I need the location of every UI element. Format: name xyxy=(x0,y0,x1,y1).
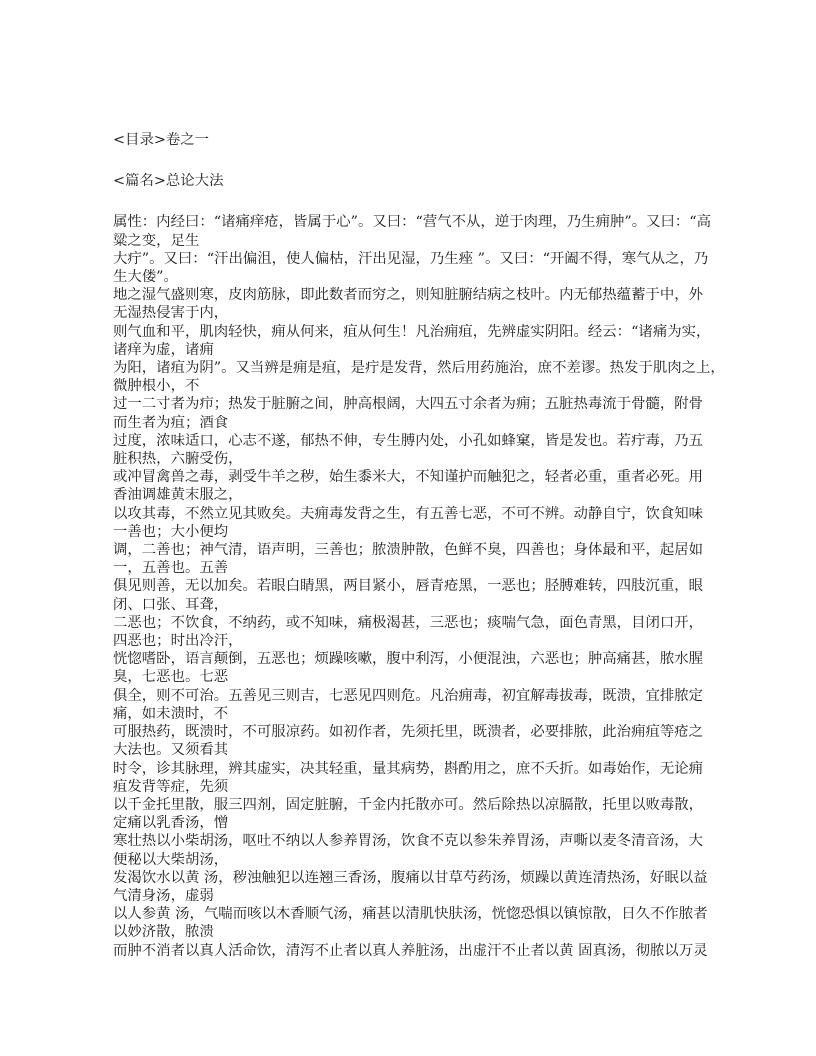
text-line: 以千金托里散，服三四剂，固定脏腑，千金内托散亦可。然后除热以凉膈散，托里以败毒散， xyxy=(113,796,704,813)
text-line: 四恶也；时出冷汗， xyxy=(113,633,243,650)
text-line: 香油调雄黄末服之， xyxy=(113,487,243,504)
text-line: 过一二寸者为疖；热发于脏腑之间，肿高根阔，大四五寸余者为痈；五脏热毒流于骨髓，附骨 xyxy=(113,396,704,413)
text-line: 恍惚嗜卧，语言颠倒，五恶也；烦躁咳嗽，腹中利泻，小便混浊，六恶也；肿高痛甚，脓水腥 xyxy=(113,651,704,668)
text-line: 发渴饮水以黄 汤，秽浊触犯以连翘三香汤，腹痛以甘草芍药汤，烦躁以黄连清热汤，好眠以益 xyxy=(113,869,708,886)
text-line: 寒壮热以小柴胡汤，呕吐不纳以人参养胃汤，饮食不克以参朱养胃汤，声嘶以麦冬清音汤，大 xyxy=(113,833,704,850)
text-line: 气清身汤，虚弱 xyxy=(113,887,214,904)
text-line: 而生者为疽；酒食 xyxy=(113,414,229,431)
text-line: 闭、口张、耳聋， xyxy=(113,596,229,613)
text-line: 以人参黄 汤，气喘而咳以木香顺气汤，痛甚以清肌快肤汤，恍惚恐惧以镇惊散，日久不作脓者 xyxy=(113,906,708,923)
text-line: 诸痒为虚，诸痈 xyxy=(113,341,214,358)
text-line: 为阳，诸疽为阴”。又当辨是痈是疽，是疔是发背，然后用药施治，庶不差谬。热发于肌肉之上， xyxy=(113,360,725,377)
text-line: 以攻其毒，不然立见其败矣。夫痈毒发背之生，有五善七恶，不可不辨。动静自宁，饮食知味 xyxy=(113,505,704,522)
text-line: 一，五善也。五善 xyxy=(113,560,229,577)
text-line: 而肿不消者以真人活命饮，清泻不止者以真人养脏汤，出虚汗不止者以黄 固真汤，彻脓以万灵 xyxy=(113,942,708,959)
text-line: 地之湿气盛则寒，皮肉筋脉，即此数者而穷之，则知脏腑结病之枝叶。内无郁热蕴蓄于中，外 xyxy=(113,287,704,304)
text-line: 俱见则善，无以加矣。若眼白睛黑，两目紧小，唇青疮黑，一恶也；胫膊难转，四肢沉重，眼 xyxy=(113,578,704,595)
text-line: 微肿根小，不 xyxy=(113,378,200,395)
text-line: 调，二善也；神气清，语声明，三善也；脓溃肿散，色鲜不臭，四善也；身体最和平，起居如 xyxy=(113,542,704,559)
text-line: 以妙济散，脓溃 xyxy=(113,924,214,941)
text-line: 生大偻”。 xyxy=(113,269,178,286)
text-line: 可服热药，既溃时，不可服凉药。如初作者，先须托里，既溃者，必要排脓，此治痈疽等疮之 xyxy=(113,724,704,741)
text-line: 属性：内经曰：“诸痛痒疮，皆属于心”。又曰：“营气不从，逆于肉理，乃生痈肿”。又曰：“高 xyxy=(113,214,712,231)
text-line: 或冲冒禽兽之毒，剥受牛羊之秽，始生黍米大，不知谨护而触犯之，轻者必重，重者必死。用 xyxy=(113,469,704,486)
text-line: 臭，七恶也。七恶 xyxy=(113,669,229,686)
text-line: 无湿热侵害于内， xyxy=(113,305,229,322)
text-line: 定痛以乳香汤，憎 xyxy=(113,815,229,832)
text-line: 一善也；大小便均 xyxy=(113,523,229,540)
text-line: 大疔”。又曰：“汗出偏沮，使人偏枯，汗出见湿，乃生痤 ”。又曰：“开阖不得，寒气从之，乃 xyxy=(113,250,709,267)
section-title-heading: <篇名>总论大法 xyxy=(113,173,224,190)
text-line: 大法也。又须看其 xyxy=(113,742,229,759)
text-line: 俱全，则不可治。五善见三则吉，七恶见四则危。凡治痈毒，初宜解毒拔毒，既溃，宜排脓定 xyxy=(113,687,704,704)
text-line: 时令，诊其脉理，辨其虚实，决其轻重，量其病势，斟酌用之，庶不夭折。如毒始作，无论痈 xyxy=(113,760,704,777)
text-line: 粱之变，足生 xyxy=(113,232,200,249)
text-line: 痛，如未溃时，不 xyxy=(113,705,229,722)
text-line: 过度，浓味适口，心志不遂，郁热不伸，专生膊内处，小孔如蜂窠，皆是发也。若疔毒，乃五 xyxy=(113,432,704,449)
text-line: 则气血和平，肌肉轻快，痈从何来，疽从何生！凡治痈疽，先辨虚实阴阳。经云：“诸痛为实， xyxy=(113,323,711,340)
body-text xyxy=(113,213,725,959)
text-line: 便秘以大柴胡汤， xyxy=(113,851,229,868)
text-line: 二恶也；不饮食，不纳药，或不知味，痛极渴甚，三恶也；痰喘气急，面色青黑，目闭口开， xyxy=(113,614,704,631)
text-line: 疽发背等症，先须 xyxy=(113,778,229,795)
catalog-heading: <目录>卷之一 xyxy=(113,132,210,148)
text-line: 脏积热，六腑受伤， xyxy=(113,451,243,468)
